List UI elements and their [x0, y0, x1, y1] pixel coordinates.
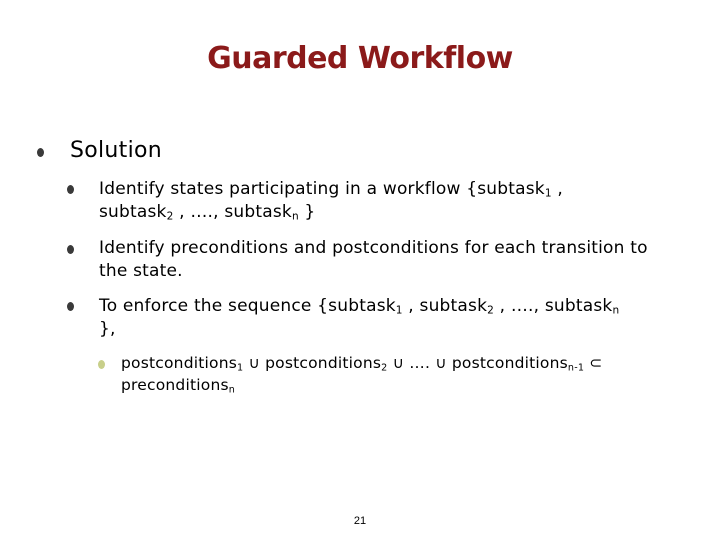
slide-title: Guarded Workflow [207, 41, 513, 76]
solution-heading: Solution [70, 138, 163, 163]
bullet-icon [98, 360, 105, 369]
bullet-identify-states: Identify states participating in a workflow {subtask$_1$ , subtask$_2$ , …., subtask$_n$ } [99, 179, 563, 223]
page-number: 21 [353, 515, 367, 527]
bullet-postconditions-formula: postconditions$_1$ ∪ postconditions$_2$ ∪ …. ∪ postconditions$_{n-1}$ ⊂ preconditions$_n$ [121, 354, 603, 396]
bullet-icon [67, 185, 74, 194]
bullet-icon [67, 245, 74, 254]
bullet-enforce-sequence: To enforce the sequence {subtask$_1$ , subtask$_2$ , …., subtask$_n$ }, [99, 296, 620, 339]
bullet-icon [37, 148, 44, 157]
bullet-identify-conditions: Identify preconditions and postconditions for each transition to the state. [99, 238, 648, 281]
bullet-icon [67, 302, 74, 311]
